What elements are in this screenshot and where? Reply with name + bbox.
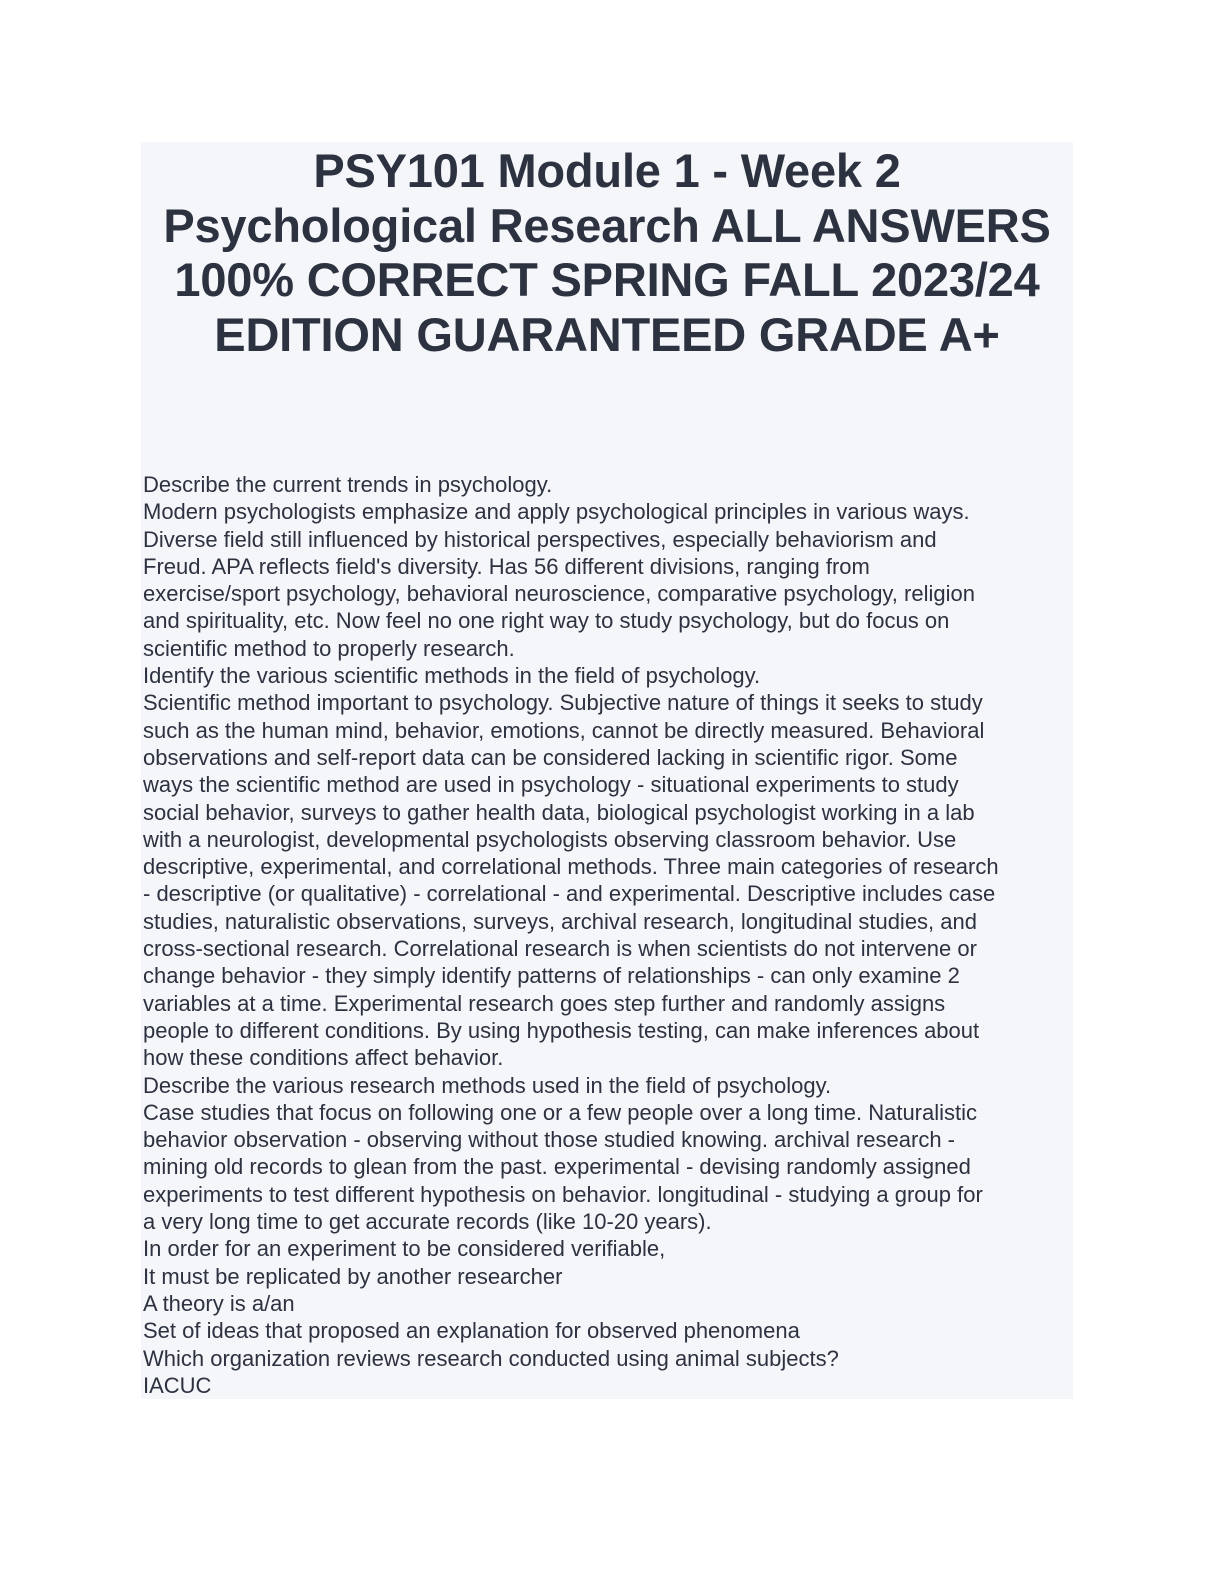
document-body [143,471,1083,1399]
answer-line: observations and self-report data can be considered lacking in scientific rigor. Some [143,744,958,770]
answer-line: Set of ideas that proposed an explanation for observed phenomena [143,1318,800,1344]
answer-line: Case studies that focus on following one or a few people over a long time. Naturalistic [143,1099,978,1125]
answer-line: Freud. APA reflects field's diversity. Has 56 different divisions, ranging from [143,553,870,579]
answer-line: exercise/sport psychology, behavioral neuroscience, comparative psychology, religion [143,581,975,607]
answer-text [143,1099,1083,1235]
answer-line: ways the scientific method are used in psychology - situational experiments to study [143,772,959,798]
answer-line: how these conditions affect behavior. [143,1045,504,1071]
answer-line: social behavior, surveys to gather health data, biological psychologist working in a lab [143,799,975,825]
answer-line: Modern psychologists emphasize and apply psychological principles in various ways. [143,499,970,525]
document-title [141,144,1073,362]
answer-line: variables at a time. Experimental research goes step further and randomly assigns [143,990,946,1016]
question-text: In order for an experiment to be considered verifiable, [143,1236,666,1262]
answer-line: Scientific method important to psychology. Subjective nature of things it seeks to study [143,690,983,716]
answer-line: It must be replicated by another researcher [143,1263,563,1289]
answer-line: scientific method to properly research. [143,635,515,661]
answer-line: such as the human mind, behavior, emotions, cannot be directly measured. Behavioral [143,717,985,743]
title-line: EDITION GUARANTEED GRADE A+ [214,307,1000,361]
answer-line: descriptive, experimental, and correlational methods. Three main categories of research [143,854,999,880]
qa-item [143,1072,1083,1236]
answer-line: a very long time to get accurate records (like 10-20 years). [143,1209,712,1235]
answer-line: behavior observation - observing without those studied knowing. archival research - [143,1127,955,1153]
answer-line: with a neurologist, developmental psychologists observing classroom behavior. Use [143,826,957,852]
answer-line: IACUC [143,1372,212,1398]
qa-item [143,1235,1083,1290]
answer-line: people to different conditions. By using hypothesis testing, can make inferences about [143,1017,980,1043]
title-line: Psychological Research ALL ANSWERS [163,198,1051,252]
title-line: PSY101 Module 1 - Week 2 [313,144,901,197]
question-text: Describe the various research methods used in the field of psychology. [143,1072,832,1098]
question-text: Identify the various scientific methods in the field of psychology. [143,663,761,689]
question-text: Describe the current trends in psychology. [143,472,553,497]
answer-text [143,689,1083,1071]
qa-item [143,471,1083,662]
answer-line: cross-sectional research. Correlational research is when scientists do not intervene or [143,936,977,962]
answer-line: Diverse field still influenced by historical perspectives, especially behaviorism and [143,526,937,552]
answer-line: experiments to test different hypothesis on behavior. longitudinal - studying a group for [143,1181,983,1207]
answer-line: change behavior - they simply identify patterns of relationships - can only examine 2 [143,963,960,989]
question-text: A theory is a/an [143,1290,295,1316]
title-line: 100% CORRECT SPRING FALL 2023/24 [174,253,1040,306]
answer-line: mining old records to glean from the past. experimental - devising randomly assigned [143,1154,971,1180]
answer-text [143,498,1083,662]
answer-line: and spirituality, etc. Now feel no one right way to study psychology, but do focus on [143,608,950,634]
qa-item [143,662,1083,1071]
qa-item [143,1290,1083,1345]
answer-line: - descriptive (or qualitative) - correlational - and experimental. Descriptive includes case [143,881,996,907]
answer-line: studies, naturalistic observations, surveys, archival research, longitudinal studies, and [143,908,977,934]
qa-item [143,1345,1083,1400]
question-text: Which organization reviews research conducted using animal subjects? [143,1345,839,1371]
